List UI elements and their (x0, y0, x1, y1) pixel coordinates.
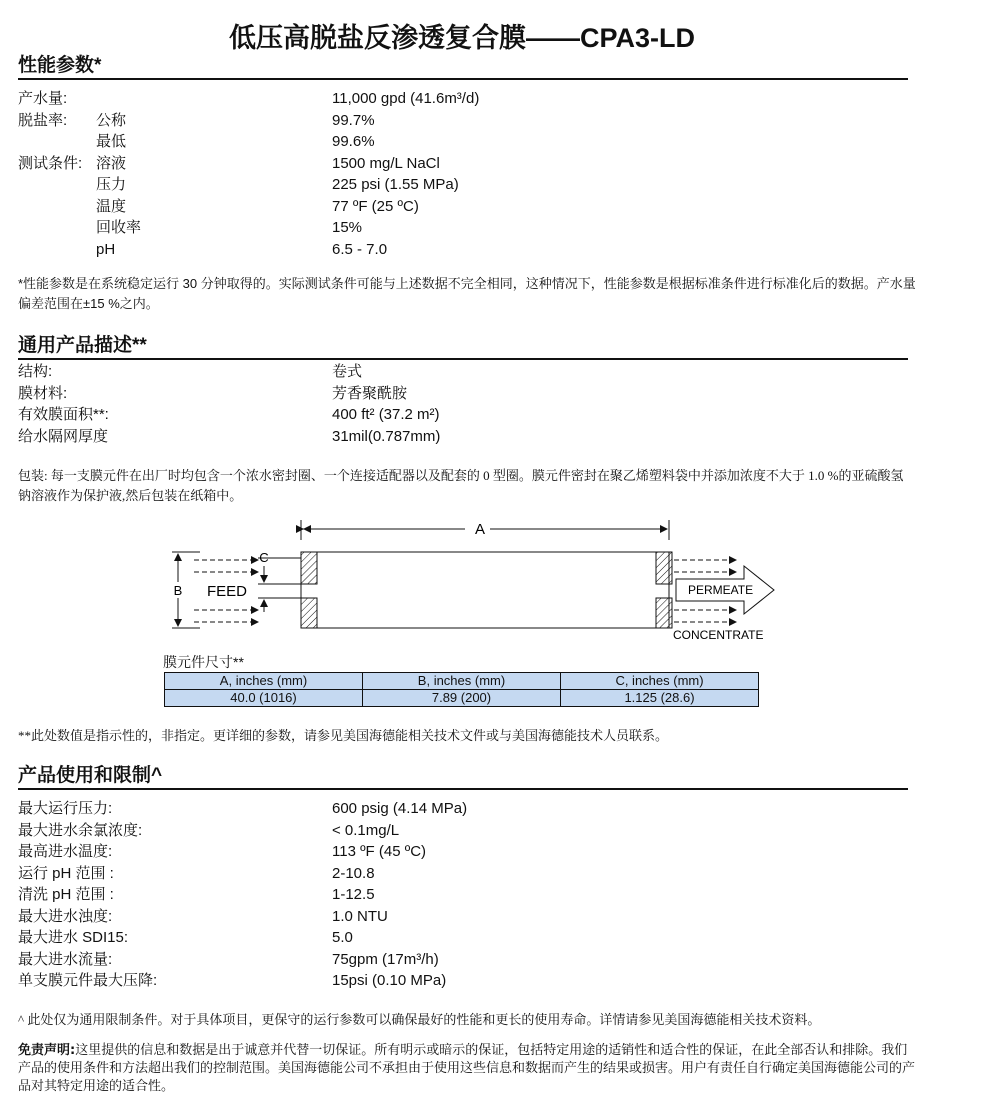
element-dimension-diagram (160, 512, 800, 647)
disclaimer-label: 免责声明: (18, 1043, 76, 1058)
row-value: 75gpm (17m³/h) (332, 950, 439, 968)
row-value: 600 psig (4.14 MPa) (332, 800, 468, 817)
row-label: 结构: (18, 363, 53, 380)
table-cell: 40.0 (1016) (165, 690, 363, 707)
row-sublabel: 溶液 (96, 154, 127, 172)
membrane-body (301, 552, 669, 628)
row-value: 15% (332, 219, 363, 236)
row-label: 最大运行压力: (18, 800, 113, 817)
table-header-cell: C, inches (mm) (561, 673, 759, 690)
row-value: 2-10.8 (332, 864, 375, 882)
concentrate-label: CONCENTRATE (673, 628, 764, 642)
disclaimer-text: 这里提供的信息和数据是出于诚意并代替一切保证。所有明示或暗示的保证，包括特定用途的适销性和适合性的保证，在此全部否认和排除。我们产品的使用条件和方法超出我们的控制范围。美国海德能公司不承担由于使用这些信息和数据而产生的结果或损害。用户有责任自行确定美国海德能公司的产品对其特定用途的适合性。 (18, 1043, 916, 1094)
label-b: B (173, 583, 183, 598)
feed-label: FEED (207, 583, 248, 600)
left-end-cap-bottom (301, 598, 317, 628)
row-value: 99.7% (332, 111, 375, 129)
row-label: 测试条件: (18, 154, 83, 172)
row-sublabel: pH (96, 240, 116, 258)
row-value: 5.0 (332, 929, 353, 946)
disclaimer (18, 1042, 918, 1096)
table-header-cell: A, inches (mm) (165, 673, 363, 690)
page-title: 低压高脱盐反渗透复合膜——CPA3-LD (229, 23, 695, 53)
label-c: C (259, 550, 269, 565)
row-value: 400 ft² (37.2 m²) (332, 406, 440, 423)
row-value: 113 ºF (45 ºC) (332, 843, 427, 860)
table-cell: 1.125 (28.6) (561, 690, 759, 707)
row-value: 225 psi (1.55 MPa) (332, 176, 459, 193)
row-label: 膜材料: (18, 384, 68, 402)
row-label: 单支膜元件最大压降: (18, 972, 158, 989)
row-label: 最大进水 SDI15: (18, 929, 129, 946)
table-row (165, 690, 759, 707)
dimension-c (258, 558, 301, 612)
row-label: 给水隔网厚度 (18, 427, 109, 445)
section-heading-limits: 产品使用和限制^ (18, 764, 908, 790)
row-label: 脱盐率: (18, 111, 68, 129)
row-label: 有效膜面积**: (18, 406, 109, 423)
section-heading-performance: 性能参数* (18, 54, 908, 80)
row-sublabel: 最低 (96, 133, 127, 150)
row-value: 31mil(0.787mm) (332, 427, 441, 445)
row-label: 最大进水浊度: (18, 907, 113, 925)
row-value: 15psi (0.10 MPa) (332, 972, 447, 989)
table-cell: 7.89 (200) (363, 690, 561, 707)
dimensions-note: **此处数值是指示性的，非指定。更详细的参数，请参见美国海德能相关技术文件或与美国海德能技术人员联系。 (18, 728, 669, 743)
row-value: 11,000 gpd (41.6m³/d) (332, 90, 480, 107)
row-sublabel: 公称 (96, 111, 127, 129)
row-sublabel: 压力 (96, 176, 127, 193)
left-end-cap-top (301, 552, 317, 584)
table-header-row (165, 673, 759, 690)
row-value: 芳香聚酰胺 (332, 384, 408, 402)
row-label: 最高进水温度: (18, 843, 113, 860)
label-a: A (474, 521, 486, 538)
row-label: 最大进水流量: (18, 950, 113, 968)
dimensions-caption: 膜元件尺寸** (163, 654, 244, 670)
table-header-cell: B, inches (mm) (363, 673, 561, 690)
row-value: < 0.1mg/L (332, 821, 400, 839)
limits-note: ^ 此处仅为通用限制条件。对于具体项目，更保守的运行参数可以确保最好的性能和更长的使用寿命。详情请参见美国海德能相关技术资料。 (18, 1012, 821, 1027)
row-value: 99.6% (332, 133, 375, 150)
dimensions-table (164, 672, 759, 707)
performance-note: *性能参数是在系统稳定运行 30 分钟取得的。实际测试条件可能与上述数据不完全相同，这种情况下，性能参数是根据标准条件进行标准化后的数据。产水量偏差范围在±15 %之内。 (18, 276, 916, 311)
right-end-cap-top (656, 552, 672, 584)
packaging-note: 包装: 每一支膜元件在出厂时均包含一个浓水密封圈、一个连接适配器以及配套的 0 型圈。膜元件密封在聚乙烯塑料袋中并添加浓度不大于 1.0 %的亚硫酸氢钠溶液作为保护液,然后包装在纸箱中。 (18, 468, 904, 503)
row-label: 产水量: (18, 90, 68, 107)
permeate-label: PERMEATE (688, 583, 754, 597)
row-label: 清洗 pH 范围 : (18, 886, 114, 903)
row-value: 卷式 (332, 363, 363, 380)
row-value: 1-12.5 (332, 886, 375, 903)
row-value: 77 ºF (25 ºC) (332, 197, 419, 215)
row-value: 1500 mg/L NaCl (332, 154, 440, 172)
row-value: 1.0 NTU (332, 907, 388, 925)
row-sublabel: 回收率 (96, 219, 142, 236)
row-label: 运行 pH 范围 : (18, 864, 114, 882)
row-value: 6.5 - 7.0 (332, 240, 388, 258)
row-sublabel: 温度 (96, 197, 127, 215)
section-heading-description: 通用产品描述** (18, 334, 908, 360)
row-label: 最大进水余氯浓度: (18, 821, 143, 839)
right-end-cap-bottom (656, 598, 672, 628)
